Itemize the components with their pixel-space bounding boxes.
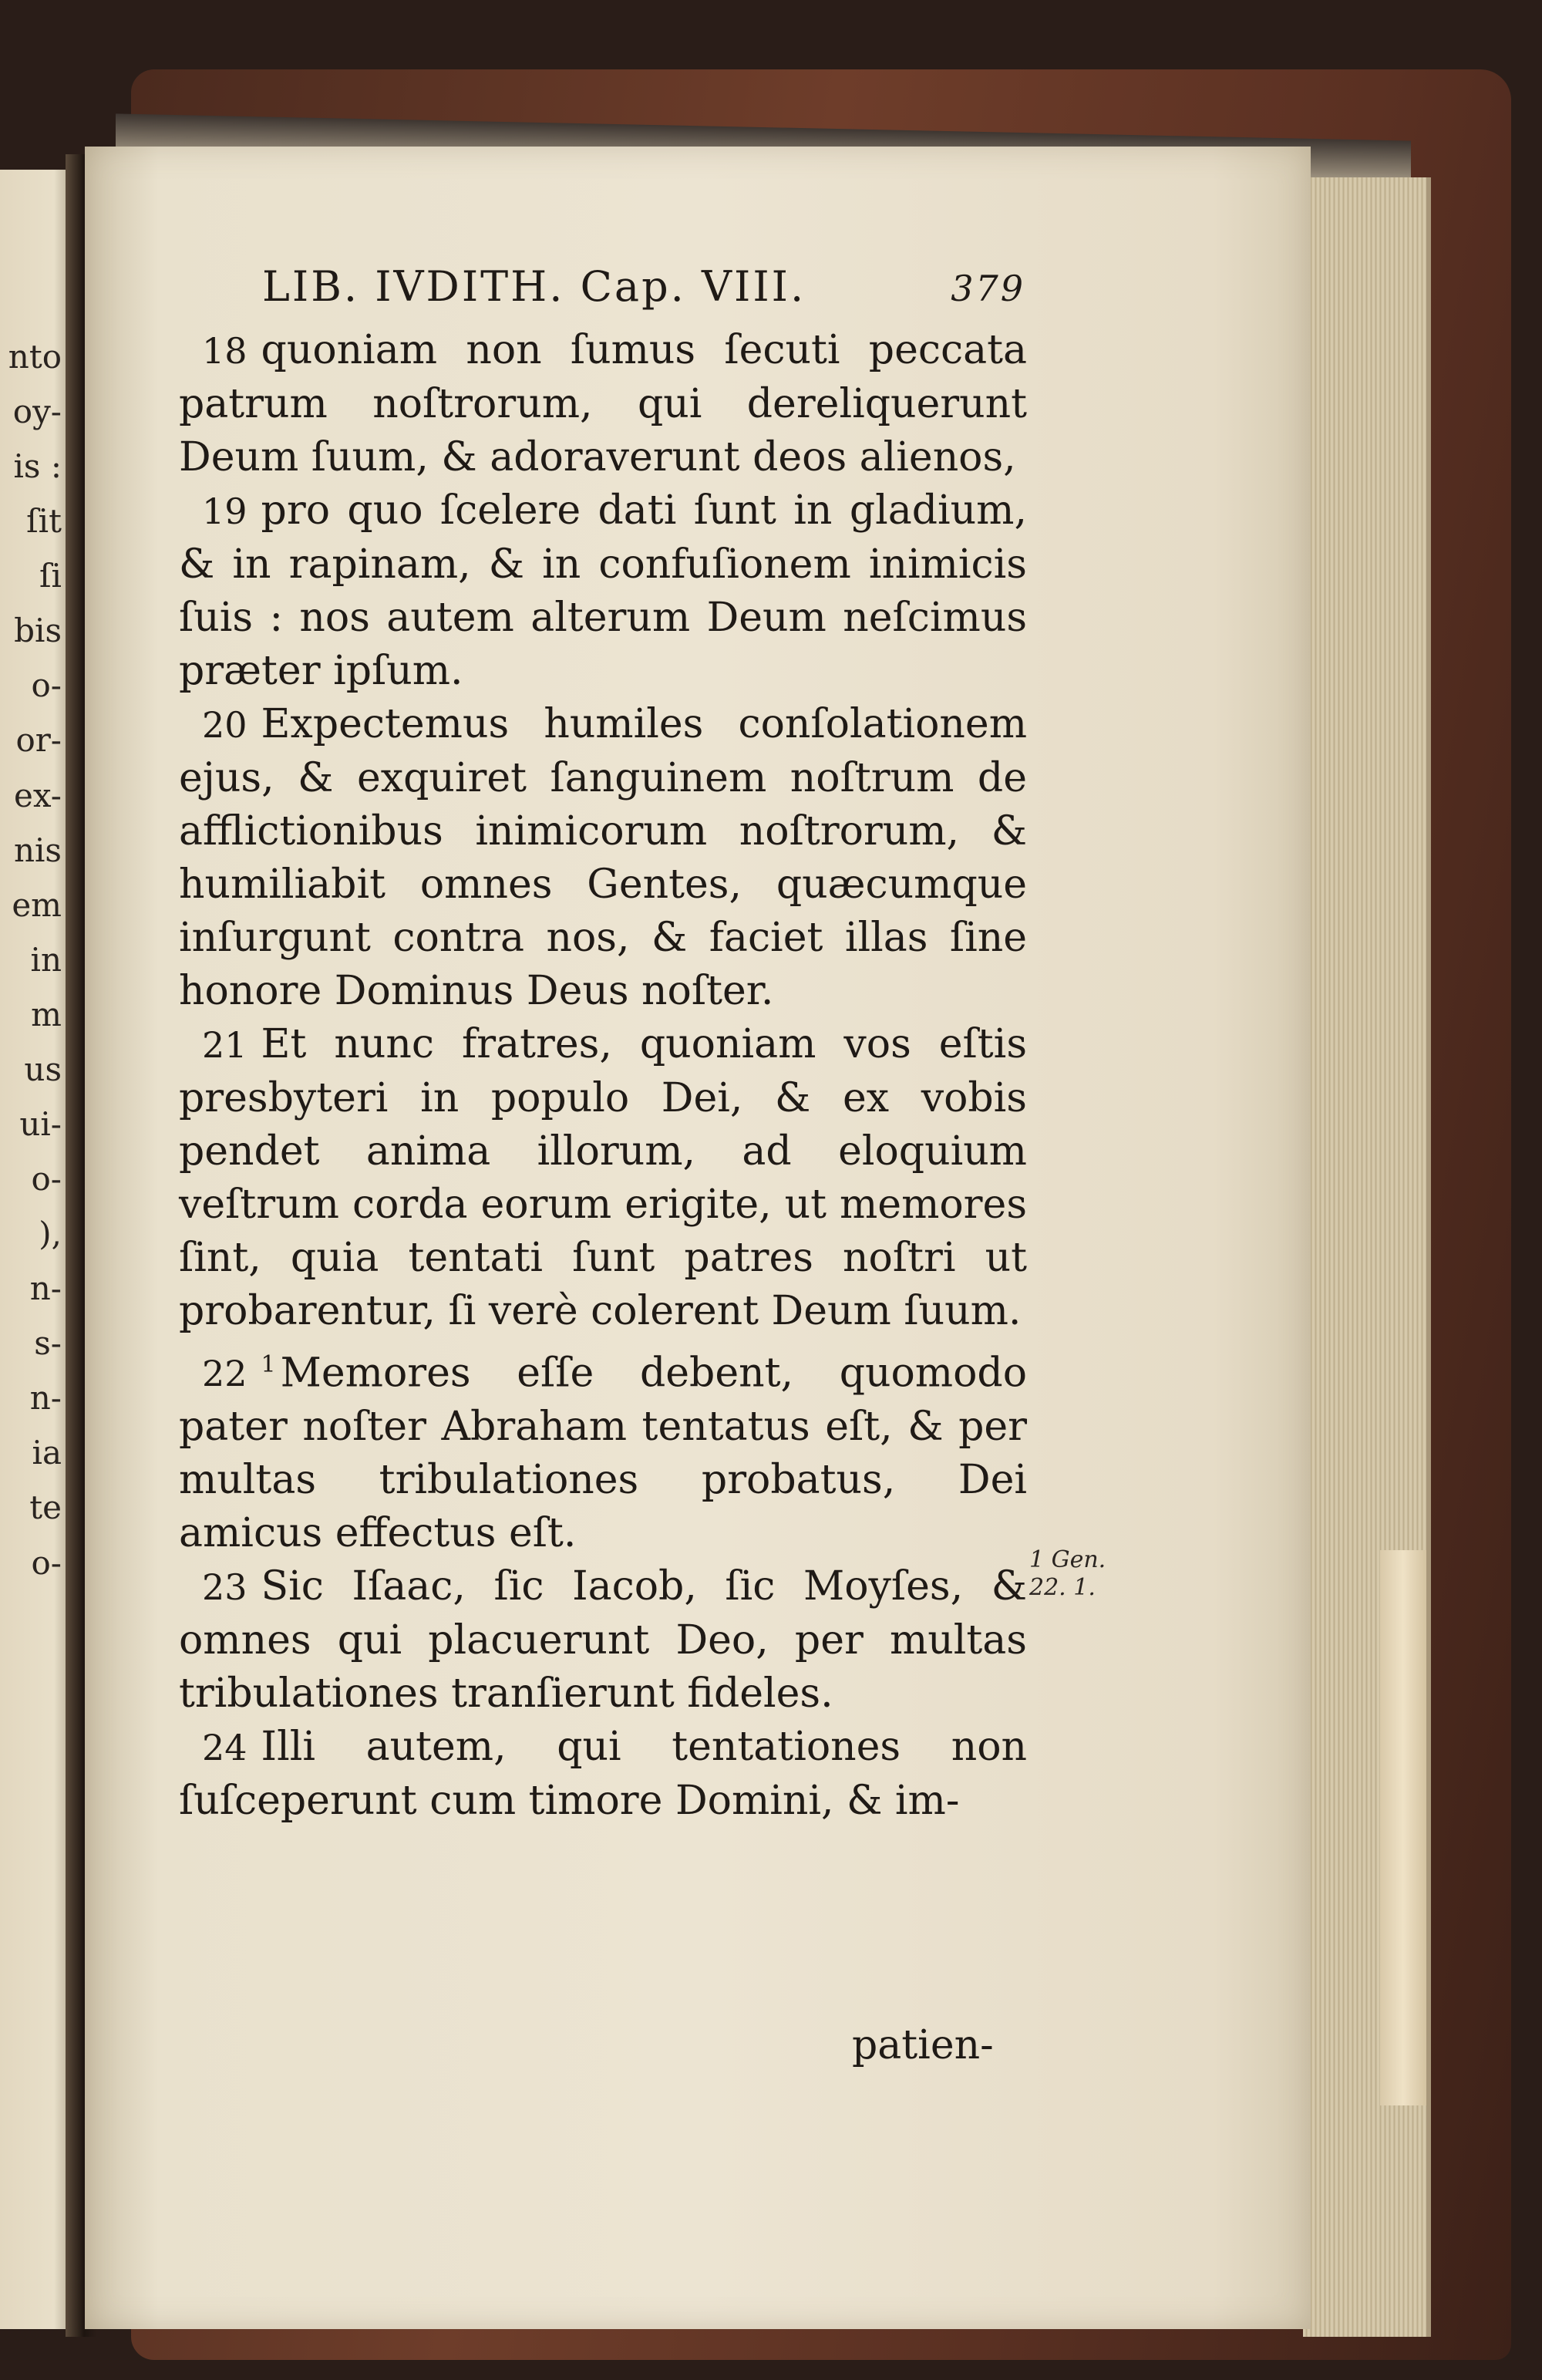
left-page-text-fragment: em [12,885,62,924]
left-page-text-fragment: n- [29,1269,62,1308]
left-page-text-fragment: is : [13,447,62,486]
left-page-text-fragment: ſi [39,557,62,595]
page-number: 379 [951,268,1025,309]
verse-text: quoniam non ſumus ſecuti peccata patrum noſtrorum, qui dereliquerunt Deum ſuum, & adoraverunt deos alienos, [179,327,1027,480]
left-page-text-fragment: ui- [19,1104,62,1143]
left-page-text-fragment: us [24,1050,62,1088]
footnote-mark: 1 [261,1351,276,1378]
left-page-text-fragment: nto [8,338,62,376]
verse-text: pro quo ſcelere dati ſunt in gladium, & in rapinam, & in confuſionem inimicis ſuis : nos autem alterum Deum neſcimus præter ipſum. [179,487,1027,694]
left-page-text-fragment: bis [14,612,62,650]
left-page-text-fragment: o- [31,1160,62,1198]
left-page-text-fragment: o- [31,1543,62,1582]
catchword: patien- [852,2022,994,2068]
running-head [262,262,1025,311]
left-page-text-fragment: o- [31,666,62,705]
verse-number: 24 [202,1727,247,1769]
left-page-text-fragment: ia [32,1434,62,1472]
bookmark-ribbon [1380,1550,1426,2105]
verse-text: Illi autem, qui tentationes non ſuſceperunt cum timore Domini, & im- [179,1724,1027,1825]
verse-number: 21 [202,1024,247,1066]
left-page-text-fragment: ex- [14,776,62,814]
verse-23 [179,1560,1027,1721]
verse-number: 23 [202,1566,247,1609]
verse-22 [179,1338,1027,1560]
verse-number: 18 [202,330,247,372]
verse-text-block [179,324,1027,1828]
verse-text: Memores eſſe debent, quomodo pater noſter Abraham tentatus eſt, & per multas tribulationes probatus, Dei amicus effectus eſt. [179,1350,1027,1557]
left-page-text-fragment: ), [39,1215,62,1253]
verse-number: 22 [202,1353,247,1395]
left-page-text-fragment: or- [15,721,62,760]
left-page-text-fragment: oy- [12,393,62,431]
verse-number: 20 [202,704,247,746]
verse-20 [179,698,1027,1018]
verse-18 [179,324,1027,484]
verse-text: Expectemus humiles conſolationem ejus, & exquiret ſanguinem noſtrum de afflictionibus inimicorum noſtrorum, & humiliabit omnes Gentes, quæcumque inſurgunt contra nos, & faciet illas ſine honore Dominus Deus noſter. [179,701,1027,1014]
verse-text: Sic Iſaac, ſic Iacob, ſic Moyſes, & omnes qui placuerunt Deo, per multas tribulationes tranſierunt fideles. [179,1563,1027,1718]
verse-19 [179,484,1027,698]
margin-reference [1029,1546,1106,1602]
left-page-text-fragment: te [29,1488,62,1527]
left-page-text-fragment: n- [29,1379,62,1418]
left-page-text-fragment: ſit [26,502,62,541]
verse-number: 19 [202,490,247,532]
left-page-text-fragment: in [30,940,62,979]
left-page-text-fragment: nis [13,831,62,869]
verse-21 [179,1018,1027,1338]
verse-24 [179,1721,1027,1828]
left-page-text-fragment: m [31,995,62,1033]
margin-reference-line: 1 Gen. [1029,1546,1106,1573]
running-head-title: LIB. IVDITH. Cap. VIII. [262,262,806,311]
margin-reference-line: 22. 1. [1029,1574,1096,1601]
verse-text: Et nunc fratres, quoniam vos eſtis presbyteri in populo Dei, & ex vobis pendet anima illorum, ad eloquium veſtrum corda eorum erigite, ut memores ſint, quia tentati ſunt patres noſtri ut probarentur, ſi verè colerent Deum ſuum. [179,1021,1027,1334]
left-page-text-fragment: s- [34,1324,62,1363]
